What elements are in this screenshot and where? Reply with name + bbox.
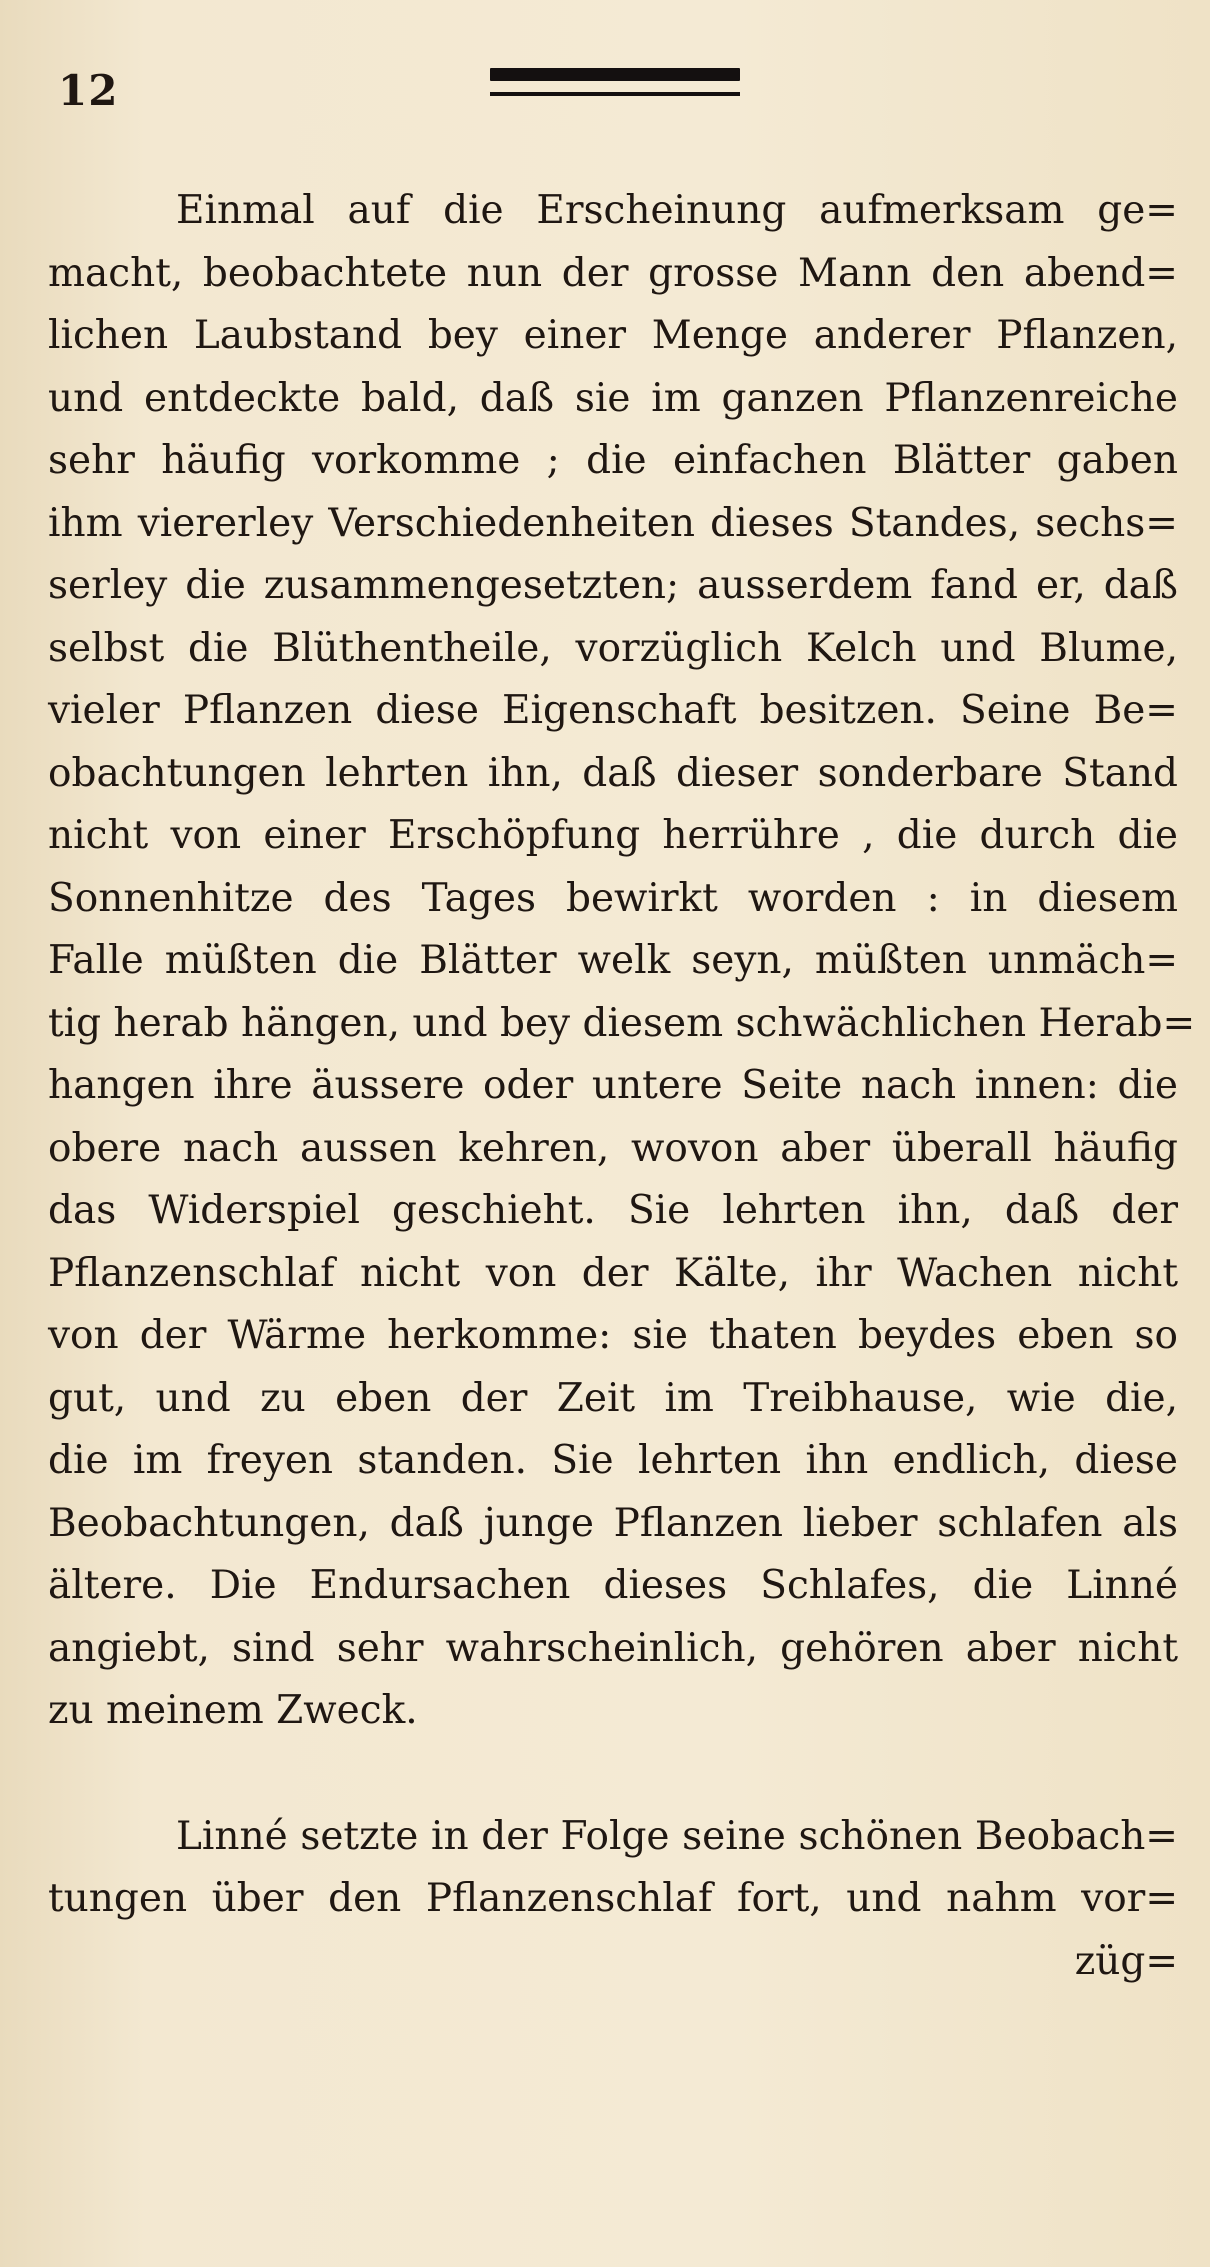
text-line: ihm viererley Verschiedenheiten dieses Standes, sechs= [48,500,1178,546]
text-line: macht, beobachtete nun der grosse Mann den abend= [48,250,1178,296]
text-line: tig herab hängen, und bey diesem schwächlichen Herab= [48,1000,1196,1046]
text-line: lichen Laubstand bey einer Menge anderer Pflanzen, [48,313,1178,358]
text-line: Einmal auf die Erscheinung aufmerksam ge= [176,188,1178,233]
paragraph-gap [48,1743,1178,1806]
text-line: Falle müßten die Blätter welk seyn, müßten unmäch= [48,938,1178,983]
body-text [48,180,1196,1993]
text-line: und entdeckte bald, daß sie im ganzen Pflanzenreiche [48,375,1178,421]
text-line: das Widerspiel geschieht. Sie lehrten ihn, daß der [48,1188,1178,1233]
text-line: selbst die Blüthentheile, vorzüglich Kelch und Blume, [48,625,1178,671]
text-line: Beobachtungen, daß junge Pflanzen lieber schlafen als [48,1500,1178,1546]
text-line: zu meinem Zweck. [48,1688,418,1733]
text-line: obachtungen lehrten ihn, daß dieser sonderbare Stand [48,750,1178,796]
text-line: ältere. Die Endursachen dieses Schlafes, die Linné [48,1563,1178,1608]
catchword: züg= [1074,1938,1178,1984]
text-line: von der Wärme herkomme: sie thaten beydes eben so [48,1313,1178,1358]
header-rule [490,68,740,96]
text-line: Pflanzenschlaf nicht von der Kälte, ihr Wachen nicht [48,1250,1178,1296]
text-line: obere nach aussen kehren, wovon aber überall häufig [48,1125,1178,1171]
text-line: gut, und zu eben der Zeit im Treibhause, wie die, [48,1375,1178,1421]
text-line: vieler Pflanzen diese Eigenschaft besitzen. Seine Be= [48,688,1178,733]
text-line: nicht von einer Erschöpfung herrühre , die durch die [48,813,1178,858]
page-number: 12 [58,66,119,115]
text-line: Linné setzte in der Folge seine schönen Beobach= [176,1813,1178,1859]
text-line: die im freyen standen. Sie lehrten ihn endlich, diese [48,1438,1178,1483]
text-line: hangen ihre äussere oder untere Seite nach innen: die [48,1063,1178,1108]
header-rule-thin [490,92,740,96]
text-line: angiebt, sind sehr wahrscheinlich, gehören aber nicht [48,1625,1178,1671]
text-line: sehr häufig vorkomme ; die einfachen Blätter gaben [48,438,1178,483]
paragraph-1 [48,180,1196,1743]
text-line: Sonnenhitze des Tages bewirkt worden : in diesem [48,875,1178,921]
header-rule-thick [490,68,740,81]
paragraph-2 [48,1806,1178,1931]
text-line: tungen über den Pflanzenschlaf fort, und nahm vor= [48,1876,1178,1921]
text-line: serley die zusammengesetzten; ausserdem fand er, daß [48,563,1178,608]
